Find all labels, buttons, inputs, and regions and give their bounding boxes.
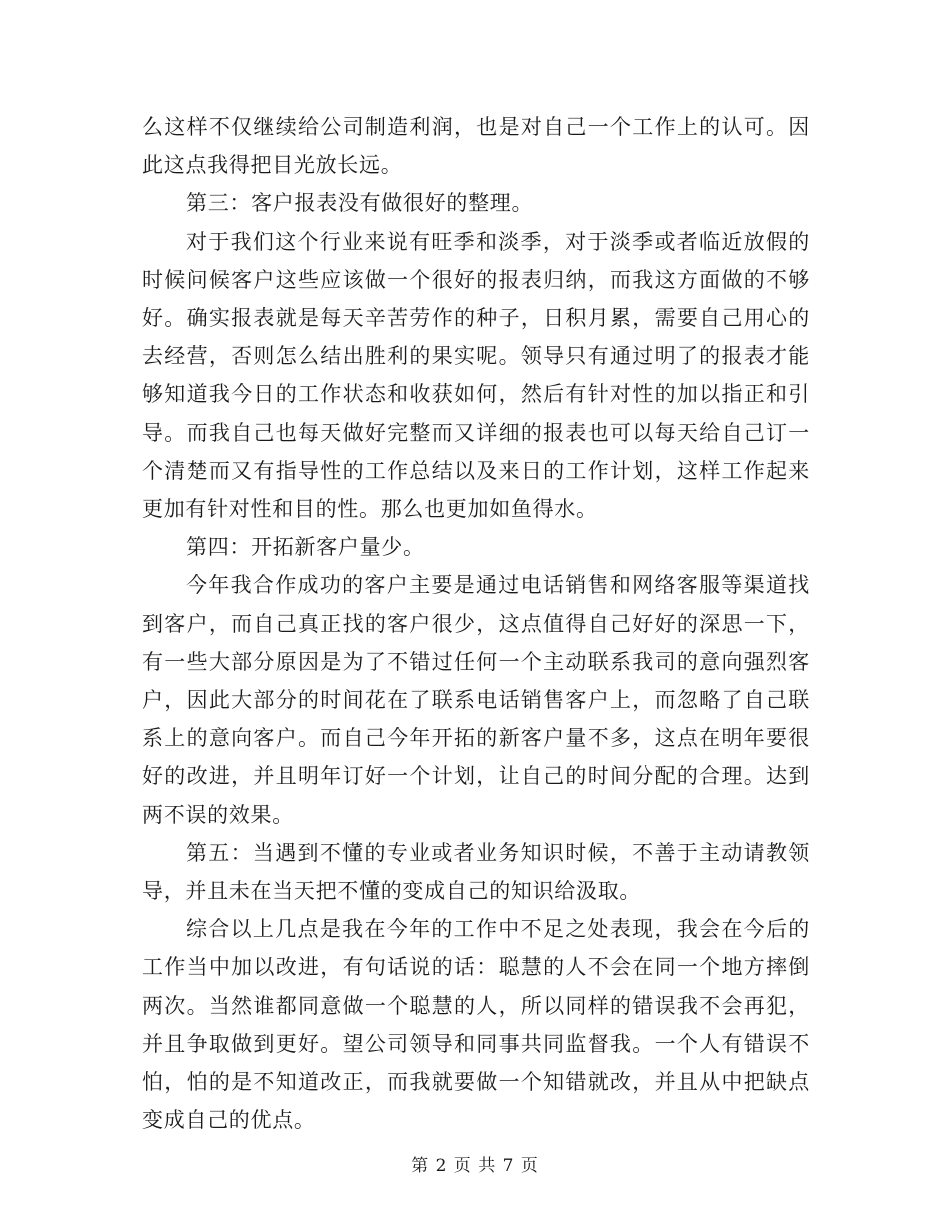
page-footer: [0, 1151, 950, 1176]
page-number: 第 2 页 共 7 页: [411, 1156, 539, 1176]
paragraph-continuation: 么这样不仅继续给公司制造利润，也是对自己一个工作上的认可。因此这点我得把目光放长远。: [142, 115, 810, 178]
paragraph-summary: 综合以上几点是我在今年的工作中不足之处表现，我会在今后的工作当中加以改进，有句话说的话：聪慧的人不会在同一个地方摔倒两次。当然谁都同意做一个聪慧的人，所以同样的错误我不会再犯，并且争取做到更好。望公司领导和同事共同监督我。一个人有错误不怕，怕的是不知道改正，而我就要做一个知错就改，并且从中把缺点变成自己的优点。: [142, 917, 810, 1133]
paragraph-heading-third: 第三：客户报表没有做很好的整理。: [186, 191, 534, 216]
paragraph-report-details: 对于我们这个行业来说有旺季和淡季，对于淡季或者临近放假的时候问候客户这些应该做一个很好的报表归纳，而我这方面做的不够好。确实报表就是每天辛苦劳作的种子，日积月累，需要自己用心的去经营，否则怎么结出胜利的果实呢。领导只有通过明了的报表才能够知道我今日的工作状态和收获如何，然后有针对性的加以指正和引导。而我自己也每天做好完整而又详细的报表也可以每天给自己订一个清楚而又有指导性的工作总结以及来日的工作计划，这样工作起来更加有针对性和目的性。那么也更加如鱼得水。: [142, 229, 810, 522]
paragraph-heading-fifth: 第五：当遇到不懂的专业或者业务知识时候，不善于主动请教领导，并且未在当天把不懂的变成自己的知识给汲取。: [142, 840, 810, 904]
document-body: [142, 108, 810, 1139]
paragraph-new-clients: 今年我合作成功的客户主要是通过电话销售和网络客服等渠道找到客户，而自己真正找的客户很少，这点值得自己好好的深思一下，有一些大部分原因是为了不错过任何一个主动联系我司的意向强烈客户，因此大部分的时间花在了联系电话销售客户上，而忽略了自己联系上的意向客户。而自己今年开拓的新客户量不多，这点在明年要很好的改进，并且明年订好一个计划，让自己的时间分配的合理。达到两不误的效果。: [142, 573, 810, 827]
paragraph-heading-fourth: 第四：开拓新客户量少。: [186, 535, 425, 560]
